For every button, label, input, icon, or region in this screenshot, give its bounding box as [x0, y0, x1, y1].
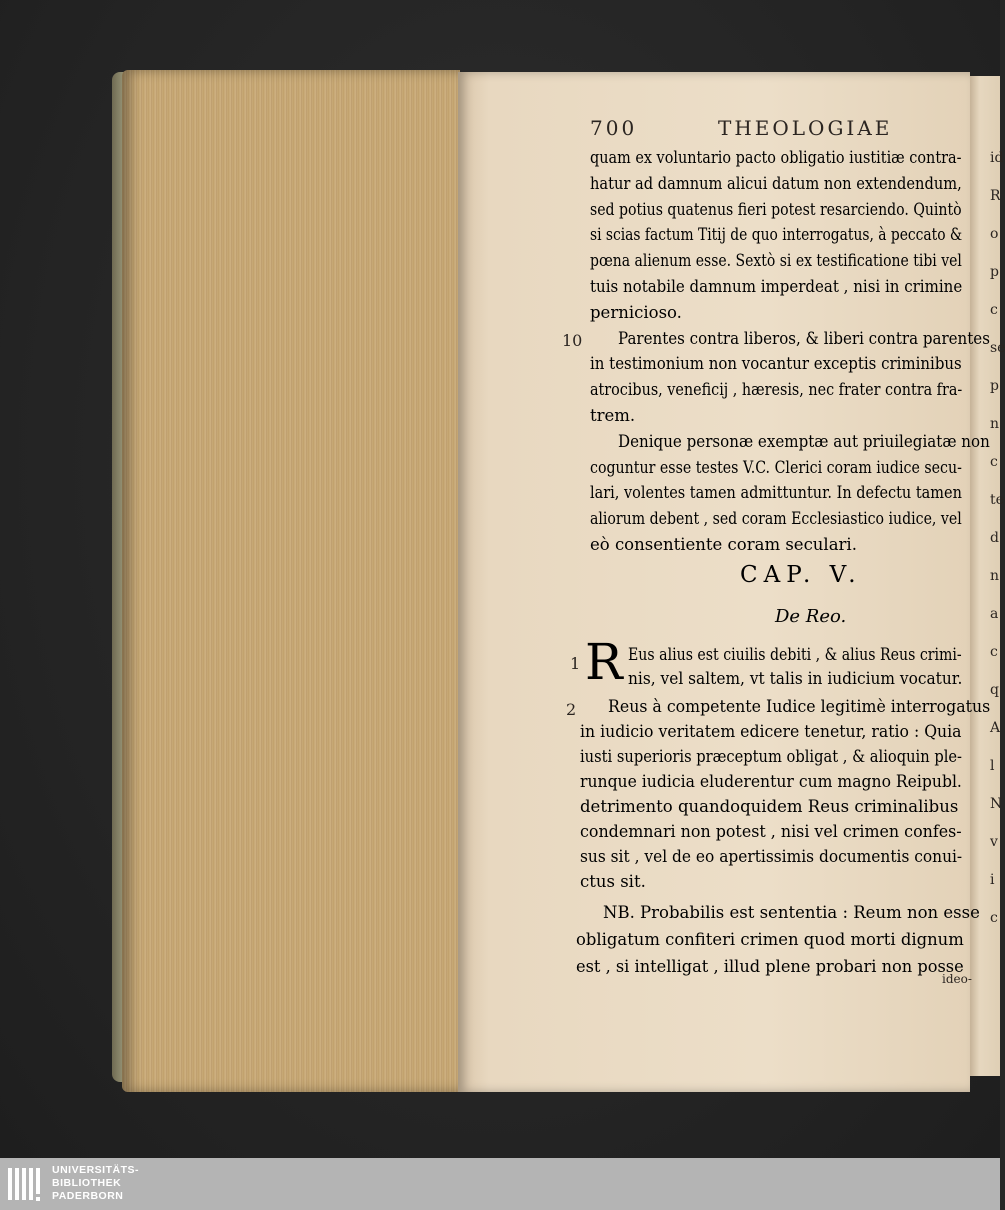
facing-page-fragment: c: [990, 644, 998, 660]
facing-page-fragment: d: [990, 530, 999, 546]
page-block-edge: [122, 70, 460, 1092]
facing-page-fragment: o: [990, 226, 999, 242]
text-line: sed potius quatenus fieri potest resarciendo. Quintò: [590, 199, 962, 219]
text-line: NB. Probabilis est sententia : Reum non esse: [603, 903, 980, 922]
logo-line-2: BIBLIOTHEK: [52, 1177, 122, 1189]
facing-page-fragment: te: [990, 492, 1004, 508]
text-line: detrimento quandoquidem Reus criminalibus: [580, 797, 959, 816]
text-line: Reus à competente Iudice legitimè interrogatus: [608, 697, 991, 716]
facing-page-fragment: l: [990, 758, 995, 774]
logo-line-3: PADERBORN: [52, 1190, 124, 1202]
text-line: runque iudicia eluderentur cum magno Reipubl.: [580, 772, 962, 791]
facing-page-fragment: N: [990, 796, 1003, 812]
text-line: lari, volentes tamen admittuntur. In defectu tamen: [590, 483, 962, 503]
library-logo-text: [52, 1164, 139, 1203]
facing-page-fragment: p: [990, 264, 999, 280]
facing-page-fragment: c: [990, 454, 998, 470]
text-line: Parentes contra liberos, & liberi contra parentes: [618, 328, 990, 348]
section-number-2: 2: [566, 700, 577, 719]
text-line: in iudicio veritatem edicere tenetur, ratio : Quia: [580, 722, 962, 741]
text-line: tuis notabile damnum imperdeat , nisi in crimine: [590, 277, 963, 296]
text-line: eò consentiente coram seculari.: [590, 535, 857, 554]
text-line: aliorum debent , sed coram Ecclesiastico iudice, vel: [590, 509, 962, 529]
facing-page-fragment: c: [990, 302, 998, 318]
text-line: Denique personæ exemptæ aut priuilegiatæ non: [618, 431, 990, 451]
text-line: condemnari non potest , nisi vel crimen confes-: [580, 822, 962, 841]
text-line: iusti superioris præceptum obligat , & alioquin ple-: [580, 747, 963, 766]
facing-page-fragment: c: [990, 910, 998, 926]
facing-page-fragment: se: [990, 340, 1005, 356]
line-number-10: 10: [562, 331, 583, 350]
facing-page-fragment: q: [990, 682, 999, 698]
text-line: hatur ad damnum alicui datum non extendendum,: [590, 173, 962, 193]
text-line: in testimonium non vocantur exceptis criminibus: [590, 354, 962, 374]
text-line: si scias factum Titij de quo interrogatus, à peccato &: [590, 225, 963, 245]
logo-line-1: UNIVERSITÄTS-: [52, 1164, 140, 1176]
text-line: coguntur esse testes V.C. Clerici coram iudice secu-: [590, 457, 962, 477]
text-line: sus sit , vel de eo apertissimis documentis conui-: [580, 847, 963, 866]
text-line: Eus alius est ciuilis debiti , & alius Reus crimi-: [628, 645, 962, 664]
section-number-1: 1: [570, 654, 581, 673]
text-line: trem.: [590, 406, 636, 425]
facing-page-fragment: R: [990, 188, 1001, 204]
text-line: obligatum confiteri crimen quod morti dignum: [576, 930, 964, 949]
facing-page-fragment: n: [990, 416, 1000, 432]
text-line: nis, vel saltem, vt talis in iudicium vocatur.: [628, 669, 963, 688]
facing-page-fragment: A: [990, 720, 1001, 736]
running-head: THEOLOGIAE: [718, 116, 893, 140]
facing-page-fragment: p: [990, 378, 999, 394]
drop-cap: R: [585, 633, 623, 691]
text-line: ctus sit.: [580, 872, 646, 891]
library-logo-icon: [8, 1164, 46, 1204]
text-line: pœna alienum esse. Sextò si ex testificatione tibi vel: [590, 251, 962, 271]
text-line: quam ex voluntario pacto obligatio iustitiæ contra-: [590, 148, 962, 167]
catchword: ideo-: [942, 972, 972, 986]
chapter-heading: CAP. V.: [740, 562, 862, 588]
facing-page-fragment: id: [990, 150, 1004, 166]
facing-page-fragment: a: [990, 606, 999, 622]
page-number: 700: [590, 116, 638, 140]
text-line: est , si intelligat , illud plene probari non posse: [576, 957, 964, 976]
text-line: pernicioso.: [590, 302, 682, 322]
facing-page-fragment: v: [990, 834, 998, 850]
facing-page-fragment: n: [990, 568, 1000, 584]
facing-page-fragment: i: [990, 872, 995, 888]
text-line: atrocibus, veneficij , hæresis, nec frater contra fra-: [590, 380, 963, 400]
chapter-subtitle: De Reo.: [775, 606, 847, 627]
library-logo-bar: [0, 1158, 1000, 1210]
